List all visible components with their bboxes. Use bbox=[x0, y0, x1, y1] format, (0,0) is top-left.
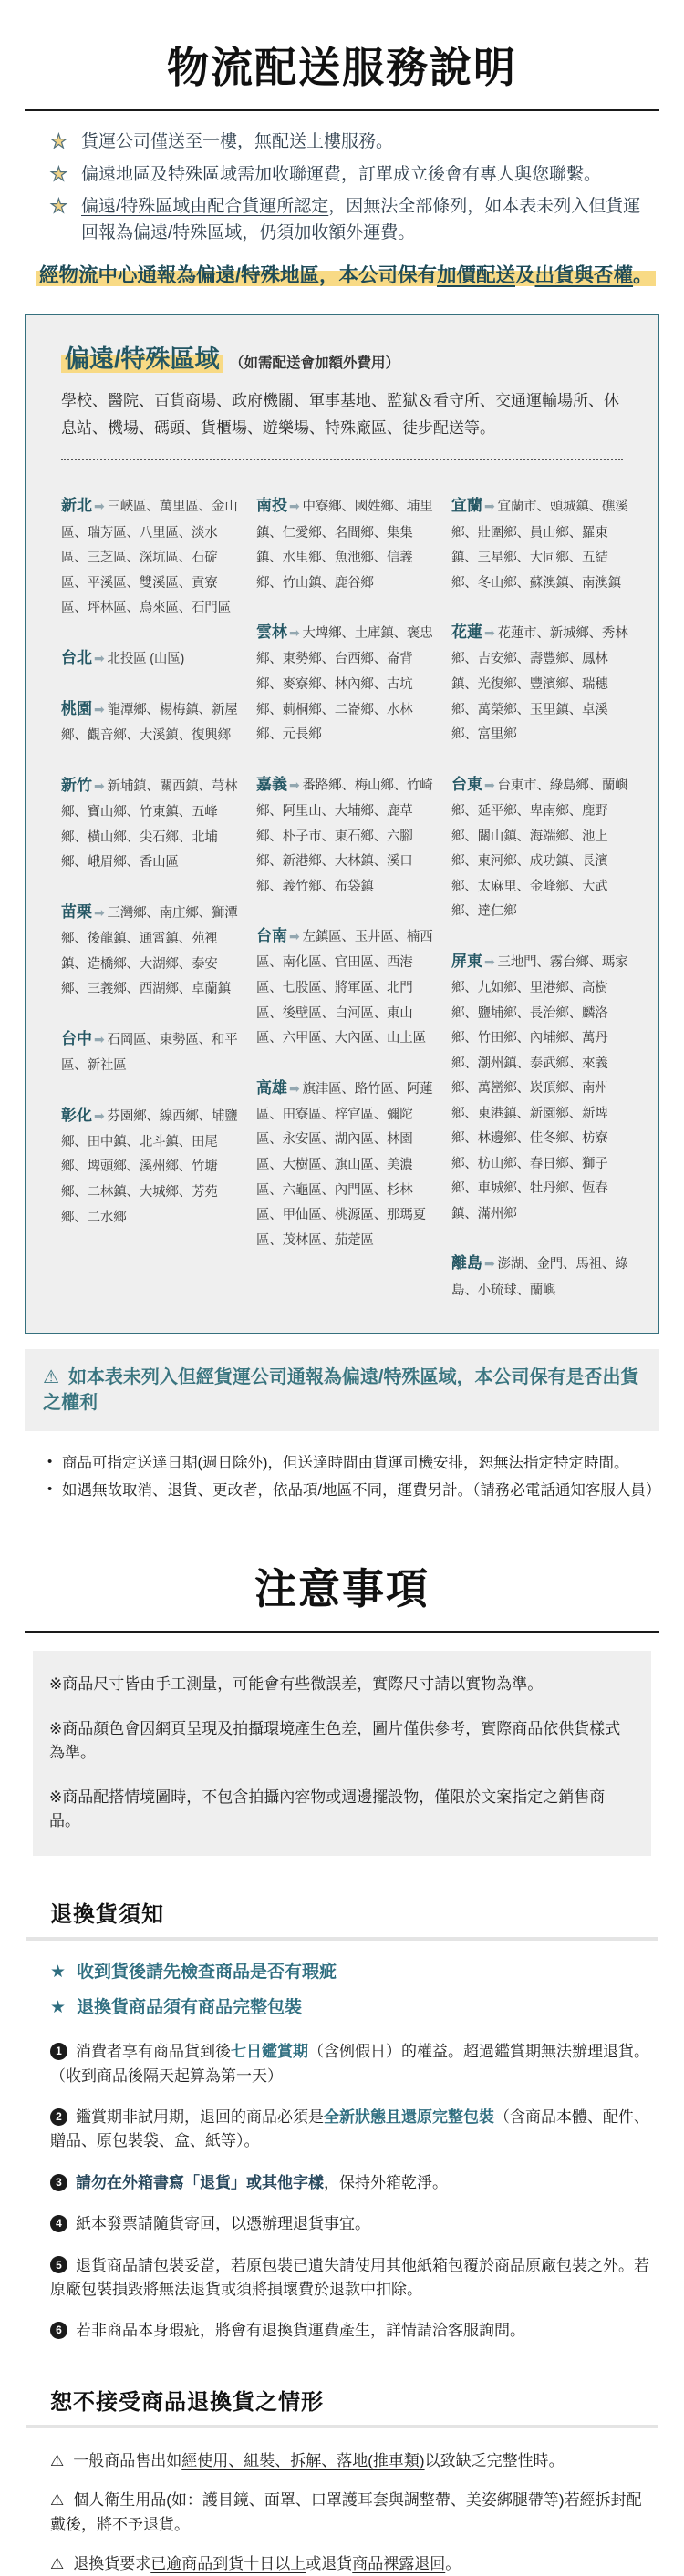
region-group bbox=[61, 644, 242, 673]
region-group bbox=[256, 1074, 437, 1254]
note-text: 如遇無故取消、退貨、更改者，依品項/地區不同，運費另計。（請務必電話通知客服人員） bbox=[62, 1481, 661, 1499]
return-rule-item bbox=[50, 2106, 657, 2154]
arrow-right-icon: ➡ bbox=[94, 1108, 105, 1123]
note-text-rest: ，因無法全部條列，如本表未列入但貨運回報為偏遠/特殊區域，仍須加收額外運費。 bbox=[81, 197, 641, 242]
region-group bbox=[451, 491, 632, 596]
arrow-right-icon: ➡ bbox=[94, 702, 105, 717]
star-icon: ★ bbox=[50, 163, 67, 185]
item-underline-1: 已逾商品到貨十日以上 bbox=[150, 2555, 306, 2573]
arrow-right-icon: ➡ bbox=[94, 1031, 105, 1046]
region-areas: 台東市、綠島鄉、蘭嶼鄉、延平鄉、卑南鄉、鹿野鄉、關山鎮、海端鄉、池上鄉、東河鄉、成功鎮、長濱鄉、太麻里、金峰鄉、大武鄉、達仁鄉 bbox=[451, 778, 628, 920]
item-emphasis: 請勿在外箱書寫「退貨」或其他字樣 bbox=[76, 2173, 324, 2191]
region-group bbox=[256, 491, 437, 596]
region-areas: 龍潭鄉、楊梅鎮、新屋鄉、觀音鄉、大溪鎮、復興鄉 bbox=[61, 703, 238, 744]
number-badge: 1 bbox=[50, 2043, 67, 2060]
region-name: 台中 bbox=[61, 1029, 92, 1047]
arrow-right-icon: ➡ bbox=[289, 1080, 300, 1096]
item-post: ，保持外箱乾淨。 bbox=[324, 2173, 448, 2191]
return-star-note bbox=[50, 1996, 657, 2021]
bullet-icon: • bbox=[47, 1480, 53, 1497]
note-text bbox=[81, 194, 657, 246]
item-pre: 消費者享有商品貨到後 bbox=[76, 2043, 231, 2061]
region-group bbox=[61, 898, 242, 1003]
item-emphasis: 七日鑑賞期 bbox=[231, 2043, 308, 2061]
region-areas: 宜蘭市、頭城鎮、礁溪鄉、壯圍鄉、員山鄉、羅東鎮、三星鄉、大同鄉、五結鄉、冬山鄉、蘇澳鎮、南澳鎮 bbox=[451, 500, 628, 591]
highlight-end: 。 bbox=[633, 264, 653, 286]
item-pre: 退換貨要求 bbox=[73, 2555, 151, 2573]
region-areas: 三峽區、萬里區、金山區、瑞芳區、八里區、淡水區、三芝區、深坑區、石碇區、平溪區、雙溪區、貢寮區、坪林區、烏來區、石門區 bbox=[61, 500, 238, 616]
highlighted-text bbox=[36, 264, 656, 286]
item-post: 。 bbox=[445, 2555, 461, 2573]
region-name: 新竹 bbox=[61, 776, 92, 794]
policy-highlight bbox=[36, 261, 657, 290]
no-return-item bbox=[50, 2551, 657, 2576]
highlight-underline-1: 加價配送 bbox=[436, 264, 515, 286]
region-areas: 番路鄉、梅山鄉、竹崎鄉、阿里山、大埔鄉、鹿草鄉、朴子市、東石鄉、六腳鄉、新港鄉、大林鎮、溪口鄉、義竹鄉、布袋鎮 bbox=[256, 778, 433, 894]
return-rule-item bbox=[50, 2040, 657, 2088]
arrow-right-icon: ➡ bbox=[484, 625, 495, 641]
region-group bbox=[61, 1025, 242, 1079]
no-return-item bbox=[50, 2448, 657, 2473]
arrow-right-icon: ➡ bbox=[94, 778, 105, 793]
list-item bbox=[47, 1479, 661, 1503]
item-emphasis: 全新狀態且還原完整包裝 bbox=[324, 2108, 494, 2127]
item-underline-2: 商品裸露退回 bbox=[352, 2555, 446, 2573]
note-text: 貨運公司僅送至一樓，無配送上樓服務。 bbox=[81, 132, 394, 151]
item-mid: 或退貨 bbox=[306, 2555, 353, 2573]
region-group bbox=[451, 618, 632, 747]
delivery-notes-list bbox=[47, 1451, 661, 1502]
region-group bbox=[256, 770, 437, 900]
region-name: 屏東 bbox=[451, 952, 482, 970]
star-icon: ★ bbox=[50, 196, 67, 217]
region-group bbox=[61, 695, 242, 749]
return-rule-item bbox=[50, 2254, 657, 2303]
arrow-right-icon: ➡ bbox=[289, 499, 300, 514]
region-areas: 新埔鎮、關西鎮、芎林鄉、寶山鄉、竹東鎮、五峰鄉、橫山鄉、尖石鄉、北埔鄉、峨眉鄉、香山區 bbox=[61, 778, 238, 871]
no-returns-section bbox=[0, 2384, 684, 2576]
number-badge: 5 bbox=[50, 2256, 67, 2273]
banner-text: 如本表未列入但經貨運公司通報為偏遠/特殊區域，本公司保有是否出貨之權利 bbox=[43, 1367, 639, 1414]
arrow-right-icon: ➡ bbox=[289, 929, 300, 944]
section-heading: 退換貨須知 bbox=[50, 1902, 164, 1928]
region-column-3 bbox=[451, 479, 632, 1326]
dotted-divider bbox=[61, 459, 623, 460]
item-post: (如：護目鏡、面罩、口罩護耳套與調整帶、美姿綁腿帶等)若經拆封配戴後，將不予退貨。 bbox=[50, 2490, 642, 2533]
region-name: 嘉義 bbox=[256, 775, 287, 793]
attention-note: ※商品尺寸皆由手工測量，可能會有些微誤差，實際尺寸請以實物為準。 bbox=[49, 1674, 544, 1693]
no-return-item bbox=[50, 2488, 657, 2537]
bullet-icon: • bbox=[47, 1454, 53, 1470]
highlight-pre: 經物流中心通報為偏遠/特殊地區，本公司保有 bbox=[39, 264, 437, 286]
region-group bbox=[256, 618, 437, 747]
region-name: 高雄 bbox=[256, 1078, 287, 1097]
region-areas: 大埤鄉、土庫鎮、褒忠鄉、東勢鄉、台西鄉、崙背鄉、麥寮鄉、林內鄉、古坑鄉、莿桐鄉、二崙鄉、水林鄉、元長鄉 bbox=[256, 626, 433, 743]
note-text: 退換貨商品須有商品完整包裝 bbox=[77, 1997, 303, 2017]
star-icon: ★ bbox=[50, 1997, 67, 2017]
attention-note: ※商品顏色會因網頁呈現及拍攝環境產生色差，圖片僅供參考，實際商品依供貨樣式為準。 bbox=[49, 1720, 621, 1761]
number-badge: 4 bbox=[50, 2215, 67, 2232]
item-pre: 一般商品售出如 bbox=[73, 2451, 182, 2469]
region-areas: 北投區 (山區) bbox=[107, 651, 185, 666]
arrow-right-icon: ➡ bbox=[484, 953, 495, 969]
number-badge: 6 bbox=[50, 2322, 67, 2339]
region-group bbox=[61, 771, 242, 876]
warning-icon: ⚠ bbox=[50, 2490, 65, 2509]
item-post: 以致缺乏完整性時。 bbox=[424, 2451, 565, 2469]
note-text: 偏遠地區及特殊區域需加收聯運費，訂單成立後會有專人與您聯繫。 bbox=[81, 164, 602, 184]
list-item bbox=[50, 194, 657, 246]
region-areas: 芬園鄉、線西鄉、埔鹽鄉、田中鎮、北斗鎮、田尾鄉、埤頭鄉、溪州鄉、竹塘鄉、二林鎮、大城鄉、芳苑鄉、二水鄉 bbox=[61, 1108, 238, 1225]
remote-areas-box bbox=[25, 314, 659, 1334]
region-column-1 bbox=[61, 479, 242, 1326]
region-name: 台北 bbox=[61, 648, 92, 666]
arrow-right-icon: ➡ bbox=[484, 499, 495, 514]
region-areas: 旗津區、路竹區、阿蓮區、田寮區、梓官區、彌陀區、永安區、湖內區、林園區、大樹區、旗山區、美濃區、六龜區、內門區、杉林區、甲仙區、桃源區、那瑪夏區、茂林區、茄萣區 bbox=[256, 1081, 433, 1248]
title-divider bbox=[25, 1631, 659, 1633]
shipping-notes-list bbox=[0, 129, 684, 246]
warning-icon: ⚠ bbox=[50, 2451, 65, 2469]
region-columns bbox=[39, 479, 645, 1326]
item-post: （含商品本體、配件、贈品、原包裝袋、盒、紙等）。 bbox=[50, 2108, 649, 2150]
arrow-right-icon: ➡ bbox=[94, 904, 105, 920]
region-name: 花蓮 bbox=[451, 623, 482, 642]
region-areas: 石岡區、東勢區、和平區、新社區 bbox=[61, 1032, 238, 1074]
region-areas: 三地門、霧台鄉、瑪家鄉、九如鄉、里港鄉、高樹鄉、鹽埔鄉、長治鄉、麟洛鄉、竹田鄉、內埔鄉、萬丹鄉、潮州鎮、泰武鄉、來義鄉、萬巒鄉、崁頂鄉、南州鄉、東港鎮、新園鄉、新埤鄉、林邊鄉、佳冬鄉、枋寮鄉、枋山鄉、春日鄉、獅子鄉、車城鄉、牡丹鄉、恆春鎮、滿州鄉 bbox=[451, 954, 628, 1221]
highlight-underline-2: 出貨與否權 bbox=[534, 264, 634, 286]
note-text: 收到貨後請先檢查商品是否有瑕疵 bbox=[77, 1963, 337, 1983]
region-areas: 澎湖、金門、馬祖、綠島、小琉球、蘭嶼 bbox=[451, 1257, 628, 1298]
arrow-right-icon: ➡ bbox=[484, 777, 495, 792]
section-divider bbox=[26, 1937, 658, 1941]
page-title: 物流配送服務說明 bbox=[167, 45, 517, 91]
return-star-note bbox=[50, 1961, 657, 1985]
item-post: 紙本發票請隨貨寄回，以憑辦理退貨事宜。 bbox=[76, 2215, 370, 2233]
number-badge: 2 bbox=[50, 2108, 67, 2126]
underlined-text: 偏遠/特殊區域由配合貨運所認定 bbox=[81, 197, 329, 216]
region-name: 雲林 bbox=[256, 623, 287, 642]
section-heading: 恕不接受商品退換貨之情形 bbox=[50, 2389, 324, 2415]
region-name: 離島 bbox=[451, 1254, 482, 1273]
star-icon: ★ bbox=[50, 1963, 67, 1983]
region-name: 苗栗 bbox=[61, 902, 92, 921]
box-heading bbox=[61, 339, 645, 375]
list-item bbox=[47, 1451, 657, 1476]
list-item bbox=[50, 162, 657, 189]
arrow-right-icon: ➡ bbox=[484, 1256, 495, 1272]
region-name: 彰化 bbox=[61, 1106, 92, 1124]
return-rule-item bbox=[50, 2319, 657, 2343]
box-heading-note: （如需配送會加額外費用） bbox=[230, 355, 400, 372]
warning-icon: ⚠ bbox=[43, 1367, 59, 1388]
box-intro: 學校、醫院、百貨商場、政府機關、軍事基地、監獄＆看守所、交通運輸場所、休息站、機場、碼頭、貨櫃場、遊樂場、特殊廠區、徒步配送等。 bbox=[61, 392, 619, 437]
star-icon: ★ bbox=[50, 131, 67, 152]
item-post: （含例假日）的權益。超過鑑賞期無法辦理退貨。（收到商品後隔天起算為第一天） bbox=[50, 2043, 649, 2085]
return-rule-item bbox=[50, 2171, 657, 2195]
item-pre: 鑑賞期非試用期，退回的商品必須是 bbox=[76, 2108, 324, 2127]
item-underline-1: 個人衛生用品 bbox=[73, 2490, 167, 2509]
arrow-right-icon: ➡ bbox=[289, 625, 300, 641]
box-heading-text: 偏遠/特殊區域 bbox=[61, 345, 223, 373]
item-post: 退貨商品請包裝妥當，若原包裝已遺失請使用其他紙箱包覆於商品原廠包裝之外。若原廠包裝損毀將無法退貨或須將損壞費於退款中扣除。 bbox=[50, 2256, 649, 2298]
return-rule-item bbox=[50, 2212, 657, 2236]
region-name: 台南 bbox=[256, 927, 287, 945]
arrow-right-icon: ➡ bbox=[94, 499, 105, 514]
attention-notes-box bbox=[33, 1651, 651, 1857]
region-areas: 花蓮市、新城鄉、秀林鄉、吉安鄉、壽豐鄉、鳳林鎮、光復鄉、豐濱鄉、瑞穗鄉、萬榮鄉、玉里鎮、卓溪鄉、富里鄉 bbox=[451, 626, 628, 743]
returns-section bbox=[0, 1896, 684, 2343]
highlight-mid: 及 bbox=[515, 264, 535, 286]
region-name: 宜蘭 bbox=[451, 497, 482, 515]
section-divider bbox=[26, 2425, 658, 2428]
title-divider bbox=[25, 109, 659, 111]
region-name: 南投 bbox=[256, 497, 287, 515]
item-post: 若非商品本身瑕疵，將會有退換貨運費產生，詳情請洽客服詢問。 bbox=[76, 2322, 525, 2340]
region-group bbox=[61, 1101, 242, 1231]
region-areas: 左鎮區、玉井區、楠西區、南化區、官田區、西港區、七股區、將軍區、北門區、後壁區、白河區、東山區、六甲區、大內區、山上區 bbox=[256, 930, 433, 1046]
item-underline-1: 經使用、組裝、拆解、落地(推車類) bbox=[181, 2451, 425, 2469]
region-name: 新北 bbox=[61, 497, 92, 515]
region-group bbox=[256, 922, 437, 1051]
region-areas: 三灣鄉、南庄鄉、獅潭鄉、後龍鎮、通霄鎮、苑裡鎮、造橋鄉、大湖鄉、泰安鄉、三義鄉、西湖鄉、卓蘭鎮 bbox=[61, 905, 238, 997]
region-group bbox=[451, 1249, 632, 1303]
warning-icon: ⚠ bbox=[50, 2555, 65, 2573]
region-group bbox=[451, 770, 632, 925]
region-group bbox=[451, 947, 632, 1228]
attention-note: ※商品配搭情境圖時，不包含拍攝內容物或週邊擺設物，僅限於文案指定之銷售商品。 bbox=[49, 1788, 606, 1829]
list-item bbox=[50, 129, 657, 156]
region-name: 台東 bbox=[451, 775, 482, 793]
region-column-2 bbox=[256, 479, 437, 1326]
region-areas: 中寮鄉、國姓鄉、埔里鎮、仁愛鄉、名間鄉、集集鎮、水里鄉、魚池鄉、信義鄉、竹山鎮、鹿谷鄉 bbox=[256, 500, 433, 591]
attention-title: 注意事項 bbox=[254, 1565, 430, 1613]
region-group bbox=[61, 491, 242, 621]
arrow-right-icon: ➡ bbox=[94, 650, 105, 665]
shipping-rights-banner bbox=[25, 1349, 659, 1431]
region-name: 桃園 bbox=[61, 700, 92, 718]
note-text: 商品可指定送達日期(週日除外)，但送達時間由貨運司機安排，恕無法指定特定時間。 bbox=[62, 1455, 629, 1472]
number-badge: 3 bbox=[50, 2174, 67, 2191]
arrow-right-icon: ➡ bbox=[289, 777, 300, 792]
